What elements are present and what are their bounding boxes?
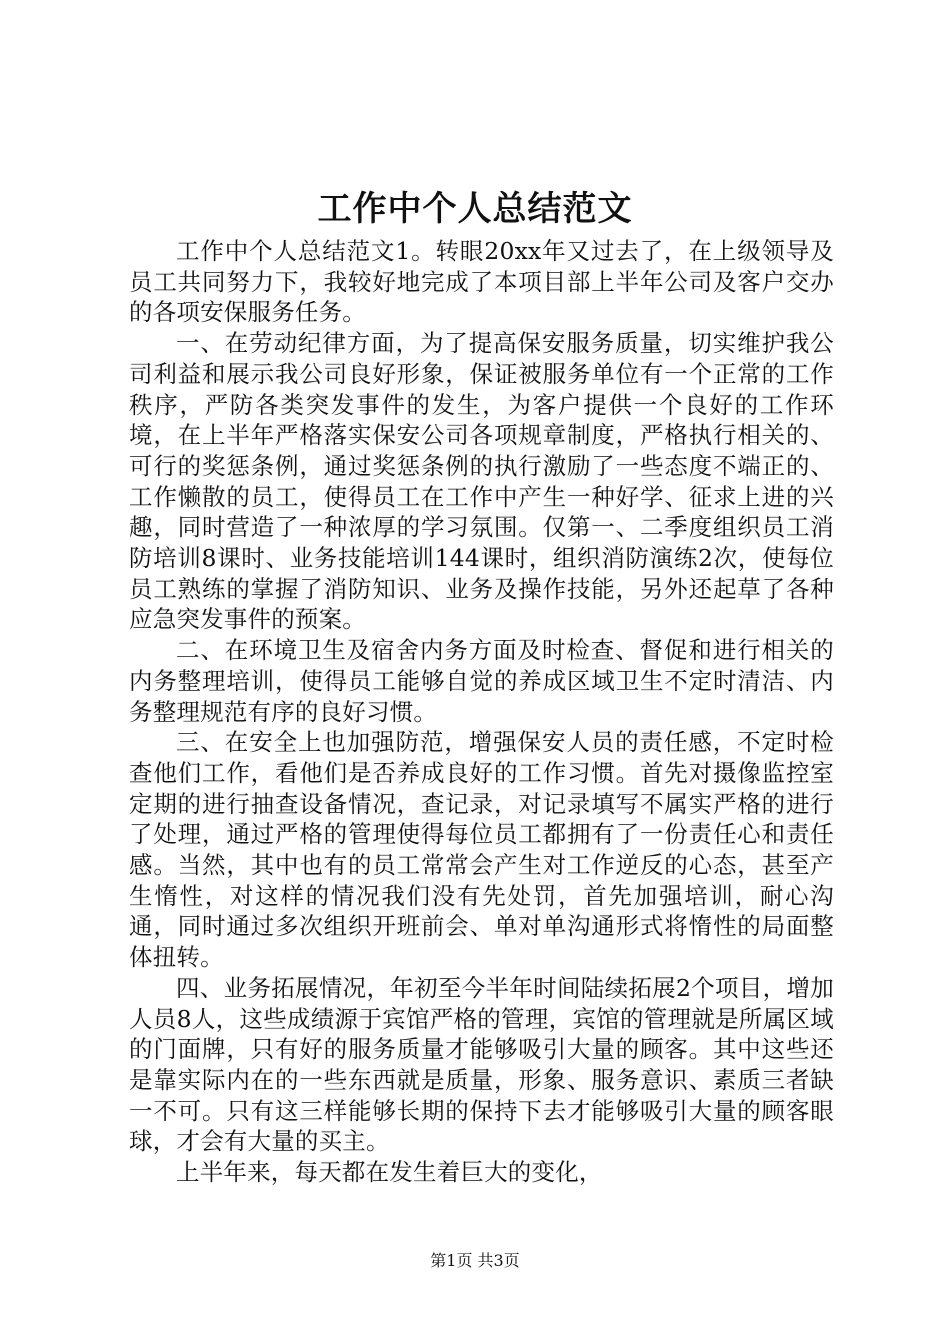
paragraph-labor-discipline: 一、在劳动纪律方面，为了提高保安服务质量，切实维护我公司利益和展示我公司良好形象，保证被服务单位有一个正常的工作秩序，严防各类突发事件的发生，为客户提供一个良好的工作环境，在上半年严格落实保安公司各项规章制度，严格执行相关的、可行的奖惩条例，通过奖惩条例的执行激励了一些态度不端正的、工作懒散的员工，使得员工在工作中产生一种好学、征求上进的兴趣，同时营造了一种浓厚的学习氛围。仅第一、二季度组织员工消防培训8课时、业务技能培训144课时，组织消防演练2次，使每位员工熟练的掌握了消防知识、业务及操作技能，另外还起草了各种应急突发事件的预案。 xyxy=(129,329,834,634)
paragraph-business: 四、业务拓展情况，年初至今半年时间陆续拓展2个项目，增加人员8人，这些成绩源于宾馆严格的管理，宾馆的管理就是所属区域的门面牌，只有好的服务质量才能够吸引大量的顾客。其中这些还是靠实际内在的一些东西就是质量，形象、服务意识、素质三者缺一不可。只有这三样能够长期的保持下去才能够吸引大量的顾客眼球，才会有大量的买主。 xyxy=(129,973,834,1156)
paragraph-safety: 三、在安全上也加强防范，增强保安人员的责任感，不定时检查他们工作，看他们是否养成良好的工作习惯。首先对摄像监控室定期的进行抽查设备情况，查记录，对记录填写不属实严格的进行了处理，通过严格的管理使得每位员工都拥有了一份责任心和责任感。当然，其中也有的员工常常会产生对工作逆反的心态，甚至产生惰性，对这样的情况我们没有先处罚，首先加强培训，耐心沟通，同时通过多次组织开班前会、单对单沟通形式将惰性的局面整体扭转。 xyxy=(129,728,834,972)
page-footer: 第1页 共3页 xyxy=(430,1251,520,1270)
document-title: 工作中个人总结范文 xyxy=(317,189,633,229)
document-body xyxy=(129,236,834,1188)
paragraph-intro: 工作中个人总结范文1。转眼20xx年又过去了，在上级领导及员工共同努力下，我较好地完成了本项目部上半年公司及客户交办的各项安保服务任务。 xyxy=(129,237,834,327)
paragraph-closing: 上半年来，每天都在发生着巨大的变化， xyxy=(176,1158,603,1187)
paragraph-hygiene: 二、在环境卫生及宿舍内务方面及时检查、督促和进行相关的内务整理培训，使得员工能够自觉的养成区域卫生不定时清洁、内务整理规范有序的良好习惯。 xyxy=(129,636,834,726)
